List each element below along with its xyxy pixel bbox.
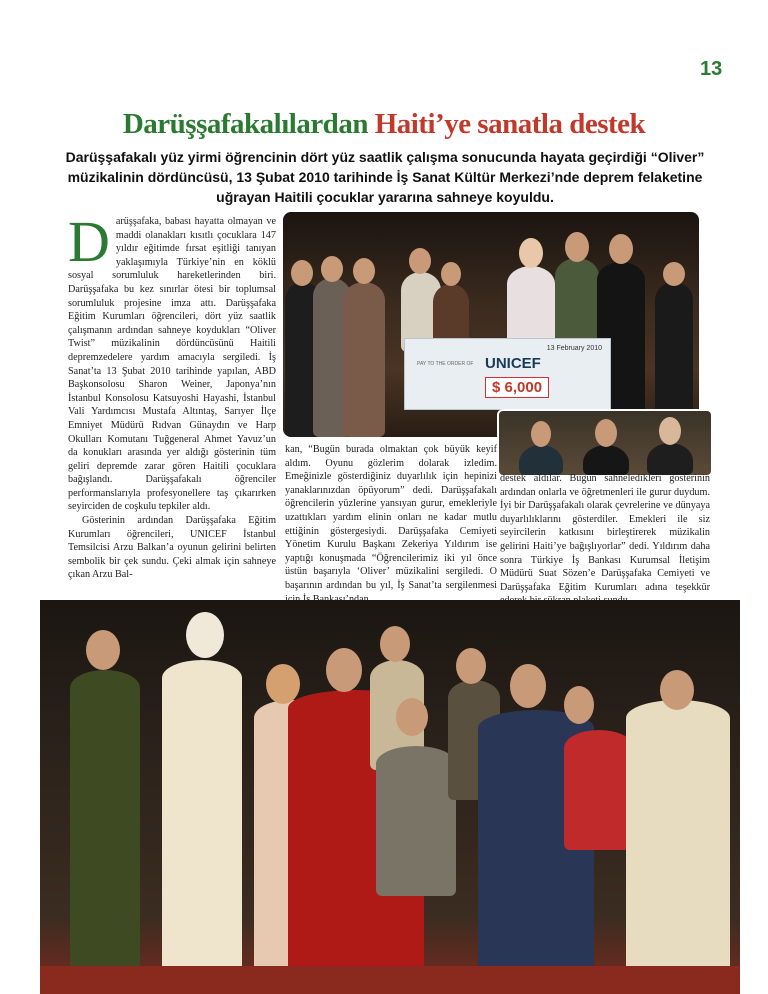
headline-green: Darüşşafakalılardan (122, 108, 368, 140)
paragraph-1: arüşşafaka, babası hayatta olmayan ve maddi olanakları kısıtlı çocuklara 147 yıldır eğitimde fırsat eşitliği tanıyan yaklaşımıyla Türkiye’nin en köklü sosyal sorumluluk hareketlerinden biri. Darüşşafaka bu kez sınırlar ötesi bir toplumsal sorumluluk projesine imza attı. Darüşşafaka Eğitim Kurumları öğrencileri, dört yüz saatlik çalışmanın ardından sahneye koydukları “Oliver Twist” müzikalinin dördüncüsünü Haitili depremzedelere yardım amacıyla sergiledi. İş Sanat’ta 13 Şubat 2010 tarihinde yapılan, ABD Başkonsolosu Sharon Weiner, Japonya’nın İstanbul Konsolosu Katsuyoshi Hayashi, İstanbul Vali Yardımcısı Mustafa Altıntaş, Sarıyer İlçe Emniyet Müdürü Rıdvan Günaydın ve Harp Okulları Komutanı Tuğgeneral Ahmet Yavuz’un da konukları arasında yer aldığı gösterinin tüm geliri depremde zarar gören Haitili çocuklara bağışlandı. Darüşşafakalı öğrenciler performanslarıyla profesyonellere taş çıkarırken seyirciden de coşkulu tepkiler aldı. (68, 216, 276, 513)
unicef-cheque (404, 338, 611, 410)
oliver-stage-photo (40, 600, 740, 994)
page-number: 13 (700, 58, 723, 80)
headline-red: Haiti’ye sanatla destek (374, 108, 646, 140)
body-column-2: kan, “Bugün burada olmaktan çok büyük keyif aldım. Oyunu gözlerim dolarak izledim. Emeğinizle gösterdiğiniz duyarlılık için hepinizi yanaklarınızdan öpüyorum” dedi. Darüşşafakalı öğrencilerin yüzlerine yansıyan gurur, emekleriyle uzattıkları yardım elinin onları ne kadar mutlu ettiğinin göstergesiydi. Darüşşafaka Cemiyeti Yönetim Kurulu Başkanı Zekeriya Yıldırım ise yaptığı konuşmada “Öğrencilerimiz iki yıl önce üstün başarıyla ‘Oliver’ müzikalini sergiledi. O başarının ardından bu yıl, İş Sanat’ta sergilenmesi (285, 444, 497, 591)
headline (0, 108, 768, 141)
cheque-date: 13 February 2010 (546, 345, 602, 352)
body-column-3: destek aldılar. Bugün sahneledikleri gösterinin ardından onlarla ve öğretmenleri ile gurur duydum. İyi bir Darüşşafakalı olarak çevrelerine ve dünyaya duyarlılıklarını gösterdiler. Emekleri ile siz seyircilerin katkısını birleştirerek müzikalin gelirini Haiti’ye bağışlıyorlar” dedi. Yıldırım daha sonra Türkiye İş Bankası Kurumsal İletişim Müdürü Suat Sözen’e Darüşşafaka Cemiyeti ve Darüşşafaka Eğitim Kurumları adına teşekkür (500, 473, 710, 593)
cheque-recipient: UNICEF (485, 355, 541, 372)
cheque-label: PAY TO THE ORDER OF (417, 361, 474, 367)
subheadline: Darüşşafakalı yüz yirmi öğrencinin dört yüz saatlik çalışma sonucunda hayata geçirdiği “Oliver” müzikalinin dördüncüsü, 13 Şubat 2010 tarihinde İş Sanat Kültür Merkezi’nde deprem felaketine uğrayan Haitili çocuklar yararına sahneye koyuldu. (65, 149, 705, 205)
cheque-amount: $ 6,000 (485, 377, 549, 398)
drop-cap: D (68, 209, 110, 274)
body-column-1 (68, 209, 276, 582)
paragraph-2: Gösterinin ardından Darüşşafaka Eğitim Kurumları öğrencileri, UNICEF İstanbul Temsilcisi Arzu Balkan’a oyunun gelirini belirten sembolik bir çek sundu. Çeki almak için sahneye çıkan Arzu Bal- (68, 515, 276, 581)
officials-photo (497, 409, 713, 477)
